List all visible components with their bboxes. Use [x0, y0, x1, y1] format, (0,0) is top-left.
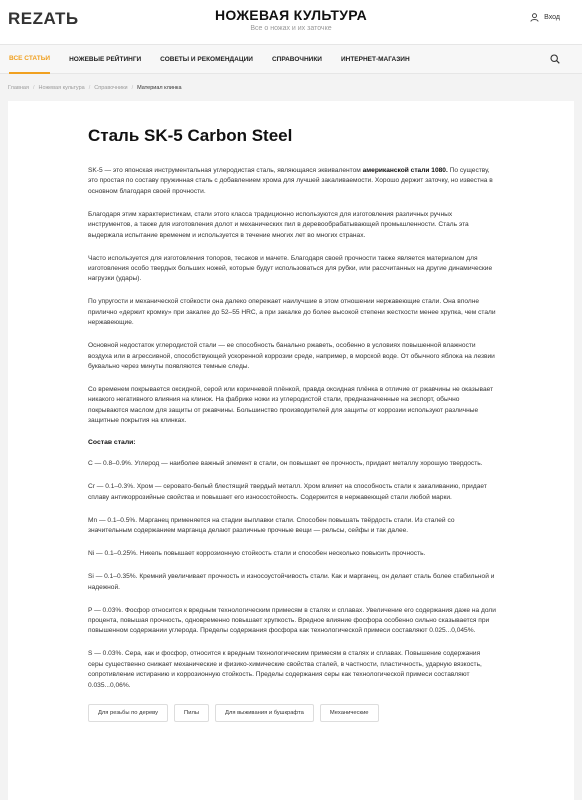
site-header: [0, 0, 582, 44]
breadcrumb-separator: /: [32, 85, 35, 91]
tag-woodcarving[interactable]: Для резьбы по дереву: [88, 704, 168, 722]
tag-saws[interactable]: Пилы: [174, 704, 209, 722]
breadcrumb-home[interactable]: Главная: [8, 85, 29, 91]
tag-mechanical[interactable]: Механические: [320, 704, 379, 722]
breadcrumb-separator: /: [88, 85, 91, 91]
nav-reference[interactable]: СПРАВОЧНИКИ: [271, 55, 322, 63]
nav-shop[interactable]: ИНТЕРНЕТ-МАГАЗИН: [340, 55, 410, 63]
login-label: Вход: [544, 14, 560, 21]
tag-list: [88, 704, 496, 722]
composition-item-phosphorus: P — 0.03%. Фосфор относится к вредным технологическим примесям в сталях и сплавах. Увеличение его содержания даже на доли процента, повышая прочность, одновременно повышает хрупкость. Вредное влияние фосфора особенно сильно сказывается при повышенном содержании углерода. Пределы содержания фосфора как технологической примеси составляют 0.025...0,045%.: [88, 606, 496, 635]
nav-tips[interactable]: СОВЕТЫ И РЕКОМЕНДАЦИИ: [160, 55, 253, 63]
article-paragraph: Со временем покрывается оксидной, серой или коричневой плёнкой, правда оксидная плёнка в отличие от ржавчины не оказывает никакого негативного влияния на клинок. На фабрике ножи из углеродистой стали, предназначенные на экспорт, обычно покрываются маслом для защиты от ржавчины. Большинство производителей для защиты от коррозии используют различные защитные покрытия на клинках.: [88, 386, 494, 425]
article: [8, 101, 574, 800]
composition-item-carbon: С — 0.8–0.9%. Углерод — наиболее важный элемент в стали, он повышает ее прочность, придает металлу хорошую твердость.: [88, 460, 483, 468]
page-title: Сталь SK-5 Carbon Steel: [88, 126, 293, 145]
intro-text-rest: По существу, это простая по составу пружинная сталь с добавлением хрома для лучшей закаливаемости. Хорошо держит заточку, но известна в основном благодаря своей прочности.: [88, 167, 493, 195]
intro-text: SK-5 — это японская инструментальная углеродистая сталь, являющаяся эквивалентом: [88, 167, 363, 174]
breadcrumb: [0, 74, 582, 102]
site-title[interactable]: НОЖЕВАЯ КУЛЬТУРА: [214, 7, 368, 23]
article-paragraph: Благодаря этим характеристикам, стали этого класса традиционно используются для изготовления различных ручных инструментов, а также для изготовления долот и механических пил в деревообрабатывающей промышленности. Сталь эта выдержала испытание временем и используется в течение многих лет во многих странах.: [88, 210, 469, 239]
article-intro: [88, 166, 496, 197]
article-paragraph: Часто используется для изготовления топоров, тесаков и мачете. Благодаря своей прочности также является материалом для изготовления особо твердых больших ножей, которые будут использоваться для рубки, или рассчитанных на другие динамические нагрузки (удары).: [88, 254, 493, 283]
breadcrumb-separator: /: [131, 85, 134, 91]
article-paragraph: Основной недостаток углеродистой стали — ее способность банально ржаветь, особенно в условиях повышенной влажности воздуха или в агрессивной, способствующей ускоренной коррозии среде, например, в морской воде. От обычного яблока на лезвии буквально через минуты появляются темные следы.: [88, 342, 495, 371]
user-icon: [530, 13, 539, 22]
breadcrumb-knife-culture[interactable]: Ножевая культура: [38, 85, 85, 91]
search-icon[interactable]: [550, 54, 560, 64]
nav-all-articles[interactable]: ВСЕ СТАТЬИ: [9, 44, 50, 74]
nav-knife-ratings[interactable]: НОЖЕВЫЕ РЕЙТИНГИ: [69, 55, 142, 63]
article-paragraph: По упругости и механической стойкости она далеко опережает наилучшие в этом отношении нержавеющие стали. Она вполне прилично «держит кромку» при закалке до 52–55 HRC, а при закалке до более высокой степени жесткости менее хрупка, чем стали нержавеющие.: [88, 298, 496, 327]
intro-bold: американской стали 1080.: [362, 167, 448, 174]
composition-item-silicon: Si — 0.1–0.35%. Кремний увеличивает прочность и износоустойчивость стали. Как и марганец, он делает сталь более стабильной и надежной.: [88, 573, 495, 591]
composition-heading: Состав стали:: [88, 439, 136, 447]
tag-survival[interactable]: Для выживания и бушкрафта: [215, 704, 314, 722]
breadcrumb-reference[interactable]: Справочники: [94, 85, 128, 91]
composition-item-nickel: Ni — 0.1–0.25%. Никель повышает коррозионную стойкость стали и способен несколько повысить прочность.: [88, 550, 426, 558]
composition-item-sulfur: S — 0.03%. Сера, как и фосфор, относится к вредным технологическим примесям в сталях и сплавах. Повышение содержания серы существенно снижает механические и физико-химические свойства сталей, в частности, пластичность, ударную вязкость, сопротивление истиранию и коррозионную стойкость. Пределы содержания серы как технологической примеси составляют 0.035...0,06%.: [88, 650, 482, 689]
login-link[interactable]: [530, 13, 560, 22]
composition-item-manganese: Mn — 0.1–0.5%. Марганец применяется на стадии выплавки стали. Способен повышать твёрдость стали. Из сталей со значительным содержанием марганца делают различные прочные вещи — рельсы, сейфы и так далее.: [88, 516, 455, 535]
main-nav: [0, 44, 582, 74]
breadcrumb-current: Материал клинка: [137, 85, 182, 91]
site-logo[interactable]: REZATЬ: [8, 9, 79, 28]
composition-item-chromium: Cr — 0.1–0.3%. Хром — серовато-белый блестящий твердый металл. Хром влияет на способность стали к закаливанию, придает сплаву антикоррозийные свойства и повышает его износостойкость. Содержится в нержавеющей стали любой марки.: [88, 483, 487, 501]
site-subtitle: Все о ножах и их заточке: [250, 25, 332, 32]
